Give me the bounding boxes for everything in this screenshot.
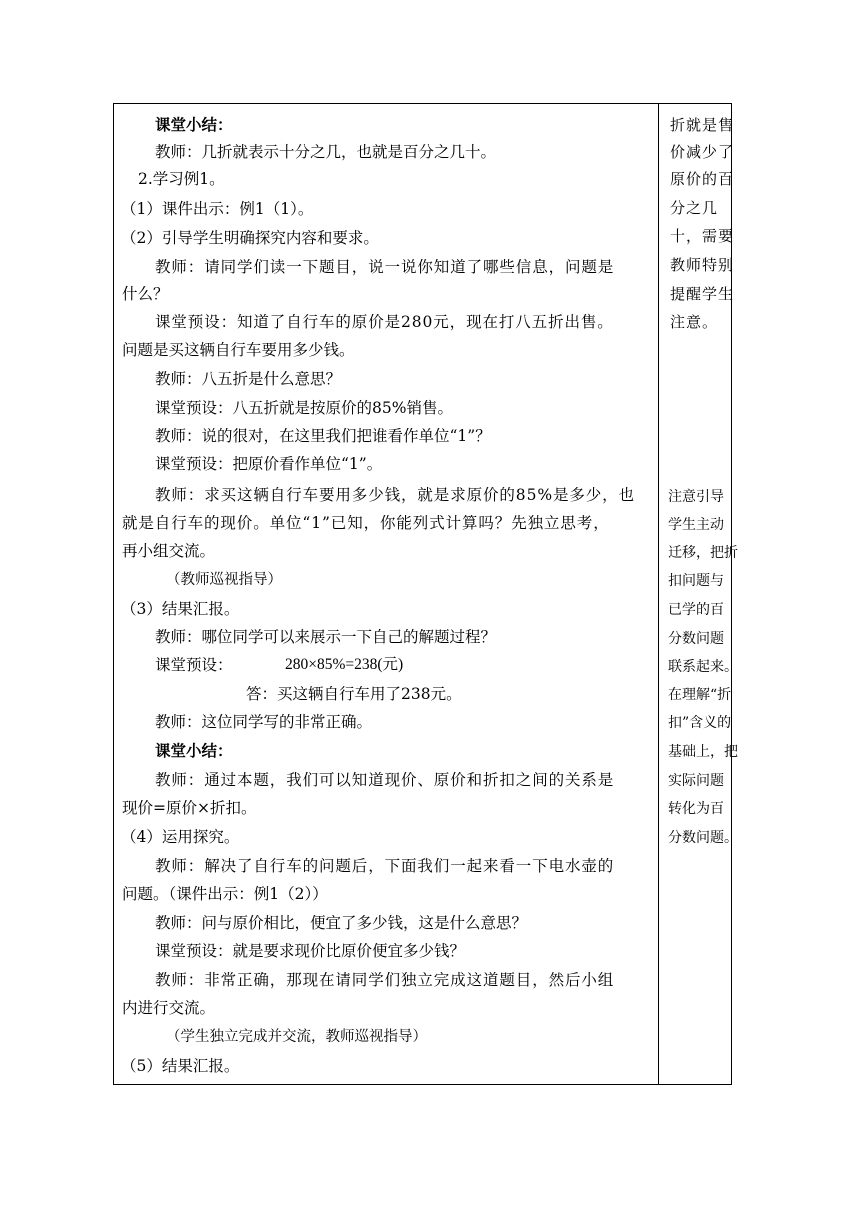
text-line: 再小组交流。 xyxy=(122,542,216,560)
note-text: 学生主动 xyxy=(668,517,724,533)
equation-line: 280×85%=238(元) xyxy=(285,656,404,673)
text-line: 问题。（课件出示：例1（2）） xyxy=(122,885,328,903)
note-text: 分数问题。 xyxy=(668,830,738,846)
text-line: 就是自行车的现价。单位“1”已知，你能列式计算吗？先独立思考， xyxy=(122,514,610,532)
text-line: 教师：通过本题，我们可以知道现价、原价和折扣之间的关系是 xyxy=(155,771,615,789)
text-line: （3）结果汇报。 xyxy=(121,600,240,618)
note-text: 转化为百 xyxy=(668,801,724,817)
text-line: 教师：求买这辆自行车要用多少钱，就是求原价的85%是多少，也 xyxy=(155,486,635,504)
note-text: 已学的百 xyxy=(668,602,724,618)
text-line: 教师：问与原价相比，便宜了多少钱，这是什么意思？ xyxy=(155,914,528,932)
text-line: （5）结果汇报。 xyxy=(121,1057,240,1075)
note-text: 提醒学生 xyxy=(670,285,735,303)
text-line: （1）课件出示：例1（1）。 xyxy=(121,200,314,218)
note-text: 注意。 xyxy=(670,313,719,331)
text-line: 教师：八五折是什么意思？ xyxy=(155,370,342,388)
text-line: 教师：解决了自行车的问题后，下面我们一起来看一下电水壶的 xyxy=(155,857,615,875)
note-text: 价减少了 xyxy=(670,143,735,161)
text-line: 什么？ xyxy=(122,285,169,303)
note-text: 在理解“折 xyxy=(668,687,732,703)
section-heading: 课堂小结： xyxy=(155,741,233,760)
note-text: 基础上，把 xyxy=(668,744,738,760)
note-line: （学生独立完成并交流，教师巡视指导） xyxy=(166,1029,427,1045)
note-text: 原价的百 xyxy=(670,170,735,188)
text-line: 课堂预设：八五折就是按原价的85%销售。 xyxy=(155,399,453,417)
lesson-table xyxy=(113,103,738,1085)
note-text: 联系起来。 xyxy=(668,659,738,675)
text-line: 课堂预设：就是要求现价比原价便宜多少钱？ xyxy=(155,942,466,960)
section-heading: 课堂小结： xyxy=(155,115,233,134)
text-line: 课堂预设： xyxy=(155,656,233,674)
note-text: 分之几 xyxy=(670,199,719,217)
text-line: 教师：非常正确，那现在请同学们独立完成这道题目，然后小组 xyxy=(155,971,615,989)
text-line: 教师：哪位同学可以来展示一下自己的解题过程？ xyxy=(155,628,497,646)
text-line: 课堂预设：把原价看作单位“1”。 xyxy=(155,455,383,473)
column-divider xyxy=(658,104,659,1084)
note-text: 教师特别 xyxy=(670,256,735,274)
text-line: 课堂预设：知道了自行车的原价是280元，现在打八五折出售。 xyxy=(155,313,614,331)
text-line: 问题是买这辆自行车要用多少钱。 xyxy=(122,341,355,359)
note-text: 扣”含义的 xyxy=(668,715,732,731)
text-line: （2）引导学生明确探究内容和要求。 xyxy=(121,229,379,247)
text-line: （4）运用探究。 xyxy=(121,828,240,846)
text-line: 教师：几折就表示十分之几，也就是百分之几十。 xyxy=(155,143,497,161)
text-line: 内进行交流。 xyxy=(122,999,216,1017)
text-line: 教师：请同学们读一下题目，说一说你知道了哪些信息，问题是 xyxy=(155,258,615,276)
text-line: 教师：这位同学写的非常正确。 xyxy=(155,713,373,731)
note-text: 迁移，把折 xyxy=(668,545,738,561)
note-text: 十，需要 xyxy=(670,227,735,245)
note-text: 折就是售 xyxy=(670,116,735,134)
note-line: （教师巡视指导） xyxy=(166,572,282,588)
step-heading: 2.学习例1。 xyxy=(138,170,225,188)
note-text: 扣问题与 xyxy=(668,573,724,589)
text-line: 教师：说的很对，在这里我们把谁看作单位“1”？ xyxy=(155,427,491,445)
answer-line: 答：买这辆自行车用了238元。 xyxy=(246,685,462,703)
note-text: 实际问题 xyxy=(668,773,724,789)
text-line: 现价=原价×折扣。 xyxy=(122,799,257,817)
note-text: 注意引导 xyxy=(668,489,724,505)
note-text: 分数问题 xyxy=(668,631,724,647)
